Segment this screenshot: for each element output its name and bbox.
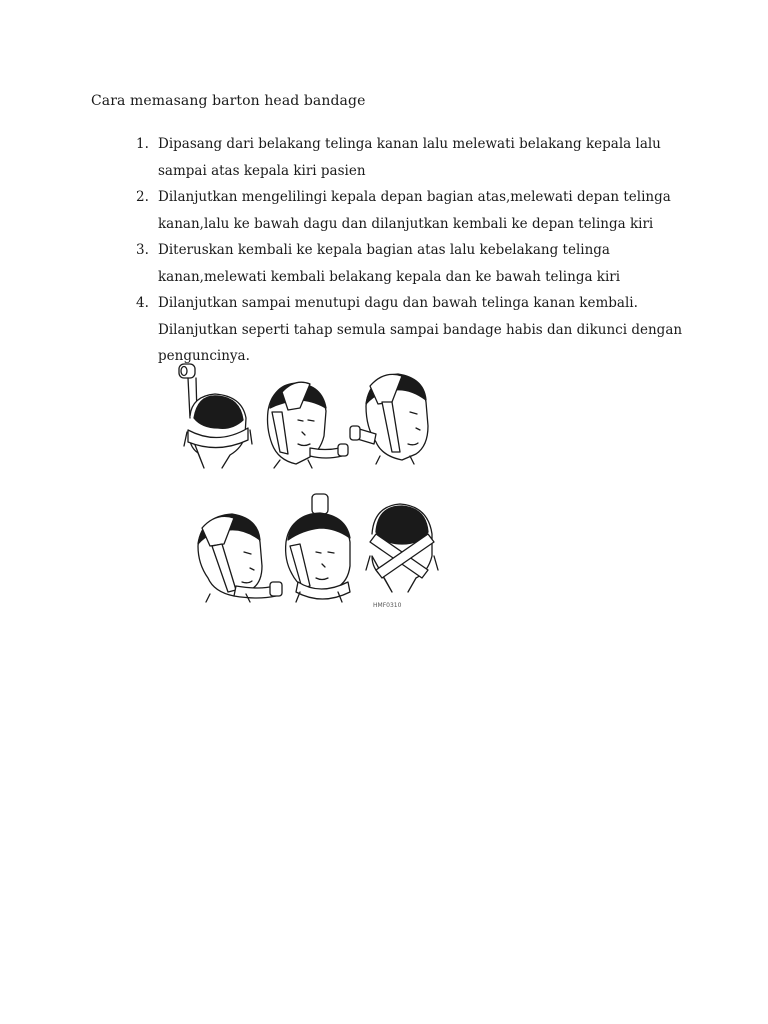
- list-item: [131, 237, 691, 290]
- head-illustration-side-roll-left: [350, 374, 428, 464]
- step-number: 3.: [136, 242, 149, 258]
- step-number: 4.: [136, 295, 149, 311]
- bandage-illustration-drawing: [170, 356, 440, 618]
- list-item: [131, 131, 691, 184]
- step-number: 1.: [136, 136, 149, 152]
- step-text: Dilanjutkan sampai menutupi dagu dan bawah telinga kanan kembali. Dilanjutkan seperti tahap semula sampai bandage habis dan dikunci dengan penguncinya.: [158, 295, 683, 364]
- head-illustration-front-roll-top: [286, 494, 350, 602]
- step-number: 2.: [136, 189, 149, 205]
- step-text: Dipasang dari belakang telinga kanan lalu melewati belakang kepala lalu sampai atas kepala kiri pasien: [158, 136, 661, 179]
- step-text: Diteruskan kembali ke kepala bagian atas lalu kebelakang telinga kanan,melewati kembali belakang kepala dan ke bawah telinga kiri: [158, 242, 621, 285]
- head-illustration-back-roll-up: [179, 364, 252, 468]
- step-text: Dilanjutkan mengelilingi kepala depan bagian atas,melewati depan telinga kanan,lalu ke bawah dagu dan dilanjutkan kembali ke depan telinga kiri: [158, 189, 671, 232]
- head-illustration-side-roll-chin: [198, 514, 282, 602]
- list-item: [131, 184, 691, 237]
- head-illustration-back-crossed: [366, 504, 438, 592]
- bandage-illustration: [170, 356, 440, 618]
- head-illustration-front-roll-mouth: [268, 382, 349, 468]
- figure-code: HMF0310: [373, 602, 402, 609]
- document-heading: Cara memasang barton head bandage: [91, 93, 366, 109]
- steps-list: [131, 131, 691, 370]
